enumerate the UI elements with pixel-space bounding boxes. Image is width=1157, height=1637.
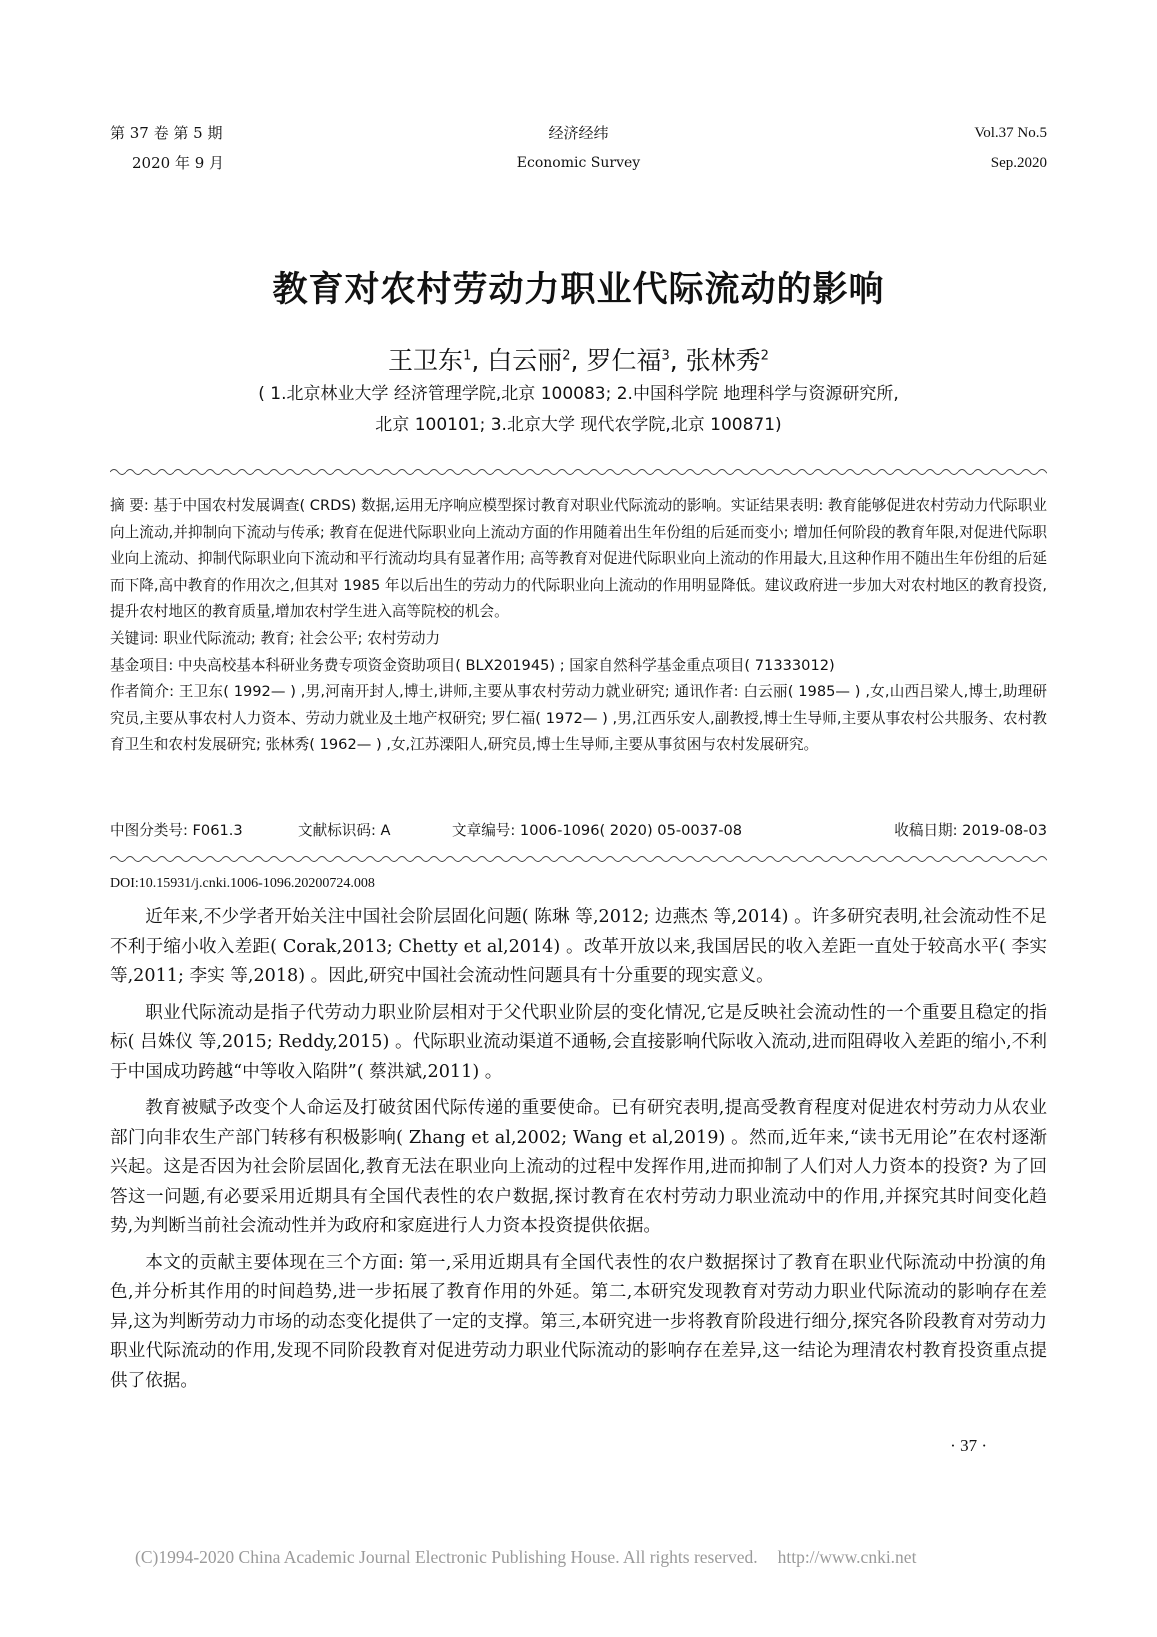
decorative-divider bbox=[110, 853, 1047, 863]
clc-number: 中图分类号: F061.3 bbox=[110, 822, 243, 839]
affiliations bbox=[0, 379, 1157, 441]
paragraph: 教育被赋予改变个人命运及打破贫困代际传递的重要使命。已有研究表明,提高受教育程度对促进农村劳动力从农业部门向非农生产部门转移有积极影响( Zhang et al,2002; Wang et al,2019) 。然而,近年来,“读书无用论”在农村逐渐兴起。这是否因为社会阶层固化,教育无法在职业向上流动的过程中发挥作用,进而抑制了人们对人力资本的投资? 为了回答这一问题,有必要采用近期具有全国代表性的农户数据,探讨教育在农村劳动力职业流动中的作用,并探究其时间变化趋势,为判断当前社会流动性并为政府和家庭进行人力资本投资提供依据。 bbox=[110, 1098, 1047, 1236]
header-center bbox=[110, 118, 1047, 178]
affiliation-line: 北京 100101; 3.北京大学 现代农学院,北京 100871) bbox=[375, 415, 782, 435]
affiliation-line: ( 1.北京林业大学 经济管理学院,北京 100083; 2.中国科学院 地理科学与资源研究所, bbox=[258, 384, 899, 404]
author-name: 王卫东 bbox=[388, 346, 464, 375]
paragraph: 本文的贡献主要体现在三个方面: 第一,采用近期具有全国代表性的农户数据探讨了教育在职业代际流动中扮演的角色,并分析其作用的时间趋势,进一步拓展了教育作用的外延。第二,本研究发现教育对劳动力职业代际流动的影响存在差异,这为判断劳动力市场的动态变化提供了一定的支撑。第三,本研究进一步将教育阶段进行细分,探究各阶段教育对劳动力职业代际流动的作用,发现不同阶段教育对促进劳动力职业代际流动的影响存在差异,这一结论为理清农村教育投资重点提供了依据。 bbox=[110, 1252, 1047, 1391]
received-date: 收稿日期: 2019-08-03 bbox=[894, 822, 1047, 839]
paper-title: 教育对农村劳动力职业代际流动的影响 bbox=[272, 270, 885, 310]
issue-date-en: Sep.2020 bbox=[990, 155, 1047, 171]
running-header bbox=[110, 118, 1047, 178]
paragraph: 近年来,不少学者开始关注中国社会阶层固化问题( 陈琳 等,2012; 边燕杰 等,2014) 。许多研究表明,社会流动性不足不利于缩小收入差距( Corak,2013; Chetty et al,2014) 。改革开放以来,我国居民的收入差距一直处于较高水平( 李实 等,2011; 李实 等,2018) 。因此,研究中国社会流动性问题具有十分重要的现实意义。 bbox=[110, 907, 1047, 986]
article-number: 文章编号: 1006-1096( 2020) 05-0037-08 bbox=[452, 822, 743, 839]
footer-link[interactable]: http://www.cnki.net bbox=[777, 1547, 917, 1567]
author-affil-mark: 3 bbox=[661, 348, 670, 364]
author-affil-mark: 2 bbox=[760, 348, 769, 364]
abstract-block bbox=[110, 493, 1047, 759]
abstract-text: 摘 要: 基于中国农村发展调查( CRDS) 数据,运用无序响应模型探讨教育对职业代际流动的影响。实证结果表明: 教育能够促进农村劳动力代际职业向上流动,并抑制向下流动与传承; 教育在促进代际职业向上流动方面的作用随着出生年份组的后延而变小; 增加任何阶段的教育年限,对促进代际职业向上流动、抑制代际职业向下流动和平行流动均具有显著作用; 高等教育对促进代际职业向上流动的作用最大,且这种作用不随出生年份组的后延而下降,高中教育的作用次之,但其对 1985 年以后出生的劳动力的代际职业向上流动的作用明显降低。建议政府进一步加大对农村地区的教育投资,提升农村地区的教育质量,增加农村学生进入高等院校的机会。 bbox=[110, 497, 1047, 621]
volume-issue: 第 37 卷 第 5 期 bbox=[110, 124, 223, 142]
author-name: 罗仁福 bbox=[586, 346, 662, 375]
document-code: 文献标识码: A bbox=[298, 822, 391, 839]
doi: DOI:10.15931/j.cnki.1006-1096.20200724.008 bbox=[110, 876, 375, 891]
author-bio: 作者简介: 王卫东( 1992— ) ,男,河南开封人,博士,讲师,主要从事农村劳动力就业研究; 通讯作者: 白云丽( 1985— ) ,女,山西吕梁人,博士,助理研究员,主要从事农村人力资本、劳动力就业及土地产权研究; 罗仁福( 1972— ) ,男,江西乐安人,副教授,博士生导师,主要从事农村公共服务、农村教育卫生和农村发展研究; 张林秀( 1962— ) ,女,江苏溧阳人,研究员,博士生导师,主要从事贫困与农村发展研究。 bbox=[110, 683, 1047, 754]
author-affil-mark: 2 bbox=[562, 348, 571, 364]
author-list: 王卫东$^1$, 白云丽$^2$, 罗仁福$^3$, 张林秀$^2$ bbox=[388, 346, 769, 375]
copyright-text: (C)1994-2020 China Academic Journal Electronic Publishing House. All rights reserved. bbox=[135, 1547, 758, 1567]
issue-date: 2020 年 9 月 bbox=[132, 154, 225, 172]
funding: 基金项目: 中央高校基本科研业务费专项资金资助项目( BLX201945) ; 国家自然科学基金重点项目( 71333012) bbox=[110, 656, 835, 674]
volume-number-en: Vol.37 No.5 bbox=[974, 125, 1047, 141]
classification-line bbox=[110, 818, 1047, 844]
author-name: 白云丽 bbox=[487, 346, 563, 375]
page-number: · 37 · bbox=[950, 1436, 987, 1455]
body-text bbox=[110, 903, 1047, 1403]
copyright-footer bbox=[135, 1547, 916, 1568]
header-right bbox=[974, 118, 1047, 178]
decorative-divider bbox=[110, 466, 1047, 476]
journal-name-cn: 经济经纬 bbox=[548, 124, 609, 142]
journal-name-en: Economic Survey bbox=[516, 155, 641, 171]
keywords: 关键词: 职业代际流动; 教育; 社会公平; 农村劳动力 bbox=[110, 629, 441, 647]
paragraph: 职业代际流动是指子代劳动力职业阶层相对于父代职业阶层的变化情况,它是反映社会流动性的一个重要且稳定的指标( 吕姝仪 等,2015; Reddy,2015) 。代际职业流动渠道不通畅,会直接影响代际收入流动,进而阻碍收入差距的缩小,不利于中国成功跨越“中等收入陷阱”( 蔡洪斌,2011) 。 bbox=[110, 1002, 1047, 1082]
author-affil-mark: 1 bbox=[463, 348, 472, 364]
author-name: 张林秀 bbox=[685, 346, 761, 375]
